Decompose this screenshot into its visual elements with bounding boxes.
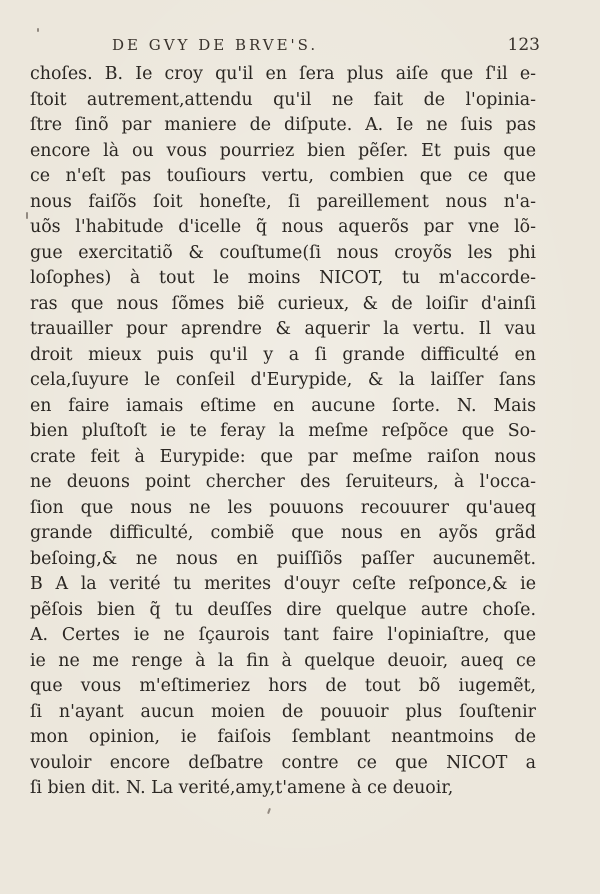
text-line: pẽſois bien q̃ tu deuſſes dire quelque autre choſe. <box>30 599 536 620</box>
text-line: vouloir encore deſbatre contre ce que NICOT a <box>30 752 536 773</box>
text-line: ne deuons point chercher des ſeruiteurs, à l'occa- <box>30 472 536 492</box>
ink-speck-bottom <box>267 808 271 814</box>
text-line: ſtoit autrement,attendu qu'il ne fait de l'opinia- <box>30 89 536 110</box>
text-line: ce n'eſt pas touſiours vertu, combien que ce que <box>30 166 536 186</box>
text-line: crate feit à Eurypide: que par meſme raiſon nous <box>30 446 536 467</box>
text-line: grande difficulté, combiẽ que nous en ayõs grãd <box>30 523 536 543</box>
text-line: ſion que nous ne les pouuons recouurer qu'aueq <box>30 497 536 518</box>
page-header <box>30 36 540 58</box>
text-line: beſoing,& ne nous en puiſſiõs paſſer aucunemẽt. <box>30 548 536 569</box>
text-line: que vous m'eſtimeriez hors de tout bõ iugemẽt, <box>30 676 536 696</box>
text-line: cela,ſuyure le conſeil d'Eurypide, & la laiſſer ſans <box>30 370 536 390</box>
text-line: gue exercitatiõ & couſtume(ſi nous croyõs les phi <box>30 242 536 263</box>
text-line: bien pluſtoſt ie te feray la meſme reſpõce que So- <box>30 421 536 441</box>
text-line: encore là ou vous pourriez bien pẽſer. Et puis que <box>30 140 536 161</box>
text-line: mon opinion, ie faiſois ſemblant neantmoins de <box>30 727 536 747</box>
text-line: B A la verité tu merites d'ouyr ceſte reſponce,& ie <box>30 574 536 594</box>
ink-speck-top <box>37 28 39 32</box>
text-line: ſtre ſinõ par maniere de diſpute. A. Ie ne ſuis pas <box>30 115 536 135</box>
running-head: DE GVY DE BRVE'S. <box>112 36 319 54</box>
body-text <box>30 62 536 802</box>
text-line: A. Certes ie ne ſçaurois tant faire l'opiniaſtre, que <box>30 625 536 645</box>
text-line: trauailler pour aprendre & aquerir la vertu. Il vau <box>30 319 536 339</box>
text-line: ſi bien dit. N. La verité,amy,t'amene à ce deuoir, <box>30 778 454 798</box>
text-line: ie ne me renge à la fin à quelque deuoir, aueq ce <box>30 650 536 671</box>
text-line: uõs l'habitude d'icelle q̃ nous aquerõs par vne lõ- <box>30 217 536 237</box>
text-line: en faire iamais eſtime en aucune ſorte. N. Mais <box>30 395 536 416</box>
text-line: ſi n'ayant aucun moien de pouuoir plus ſouſtenir <box>30 701 536 722</box>
ink-speck-margin <box>26 212 28 219</box>
text-line: ras que nous ſõmes biẽ curieux, & de loiſir d'ainſi <box>30 293 536 314</box>
text-line: choſes. B. Ie croy qu'il en ſera plus aiſe que ſ'il e- <box>30 64 536 84</box>
text-line: loſophes) à tout le moins NICOT, tu m'accorde- <box>30 268 536 288</box>
text-line: nous faiſõs ſoit honeſte, ſi pareillement nous n'a- <box>30 191 536 212</box>
text-line: droit mieux puis qu'il y a ſi grande difficulté en <box>30 344 536 365</box>
page-number: 123 <box>507 35 540 55</box>
